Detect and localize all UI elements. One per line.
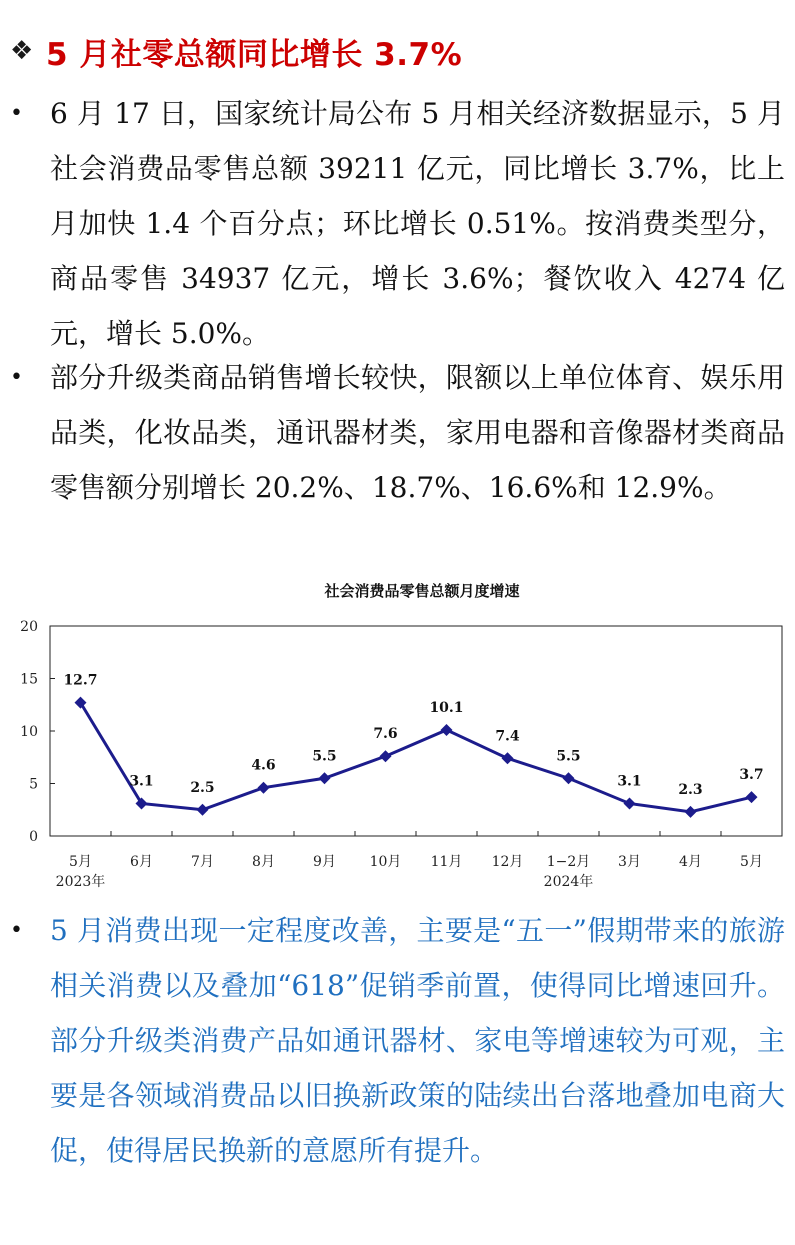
bullet-paragraph-2: [10, 350, 785, 515]
x-tick-label: 7月: [191, 854, 214, 870]
x-tick-label: 9月: [313, 854, 336, 870]
data-point-marker: [197, 804, 209, 816]
x-tick-label: 1−2月: [546, 854, 591, 870]
chart-title: 社会消费品零售总额月度增速: [324, 582, 520, 600]
data-point-marker: [746, 791, 758, 803]
data-label: 3.1: [129, 773, 154, 790]
data-label: 10.1: [429, 699, 464, 716]
data-label: 3.1: [617, 773, 642, 790]
x-tick-label: 11月: [430, 854, 463, 870]
y-tick-label: 20: [20, 619, 38, 635]
x-tick-label: 5月: [69, 854, 92, 870]
data-label: 5.5: [556, 748, 581, 765]
series-line: [81, 703, 752, 812]
data-point-marker: [563, 772, 575, 784]
data-point-marker: [685, 806, 697, 818]
data-point-marker: [624, 797, 636, 809]
data-point-marker: [502, 752, 514, 764]
data-point-marker: [319, 772, 331, 784]
line-chart-svg: [0, 572, 795, 892]
x-tick-label: 10月: [369, 854, 402, 870]
data-point-marker: [258, 782, 270, 794]
data-point-marker: [441, 724, 453, 736]
data-label: 5.5: [312, 748, 337, 765]
bullet-dot-icon: •: [10, 918, 23, 943]
diamond-bullet-icon: ❖: [10, 36, 34, 66]
x-tick-label: 4月: [679, 854, 702, 870]
x-tick-label: 3月: [618, 854, 641, 870]
y-tick-label: 5: [29, 776, 38, 793]
data-label: 2.3: [678, 781, 703, 798]
data-label: 7.6: [373, 726, 398, 743]
x-tick-label: 6月: [130, 854, 153, 870]
bullet-dot-icon: •: [10, 365, 23, 390]
y-tick-label: 0: [29, 829, 38, 845]
x-year-label: 2023年: [55, 874, 106, 890]
data-label: 4.6: [251, 757, 276, 774]
data-label: 7.4: [495, 728, 520, 745]
bullet-text-3: 5 月消费出现一定程度改善，主要是“五一”假期带来的旅游相关消费以及叠加“618”促销季前置，使得同比增速回升。部分升级类消费产品如通讯器材、家电等增速较为可观，主要是各领域消费品以旧换新政策的陆续出台落地叠加电商大促，使得居民换新的意愿所有提升。: [50, 914, 785, 1167]
y-tick-label: 10: [20, 724, 38, 740]
retail-sales-growth-chart: [0, 572, 795, 892]
x-tick-label: 12月: [491, 854, 524, 870]
data-label: 3.7: [739, 767, 764, 784]
bullet-paragraph-3: [10, 903, 785, 1178]
y-tick-label: 15: [20, 671, 38, 688]
bullet-text-2: 部分升级类商品销售增长较快，限额以上单位体育、娱乐用品类，化妆品类，通讯器材类，家用电器和音像器材类商品零售额分别增长 20.2%、18.7%、16.6%和 12.9%。: [50, 361, 785, 504]
data-point-marker: [380, 750, 392, 762]
x-year-label: 2024年: [543, 874, 594, 890]
data-label: 2.5: [190, 779, 215, 796]
x-tick-label: 5月: [740, 854, 763, 870]
x-tick-label: 8月: [252, 854, 275, 870]
bullet-dot-icon: •: [10, 101, 23, 126]
bullet-paragraph-1: [10, 86, 785, 361]
data-label: 12.7: [63, 672, 98, 689]
slide-title-row: [10, 28, 462, 74]
bullet-text-1: 6 月 17 日，国家统计局公布 5 月相关经济数据显示，5 月社会消费品零售总额 39211 亿元，同比增长 3.7%，比上月加快 1.4 个百分点；环比增长 0.51%。按消费类型分，商品零售 34937 亿元，增长 3.6%；餐饮收入 4274 亿元，增长 5.0%。: [50, 97, 785, 350]
slide-title: 5 月社零总额同比增长 3.7%: [46, 36, 463, 73]
